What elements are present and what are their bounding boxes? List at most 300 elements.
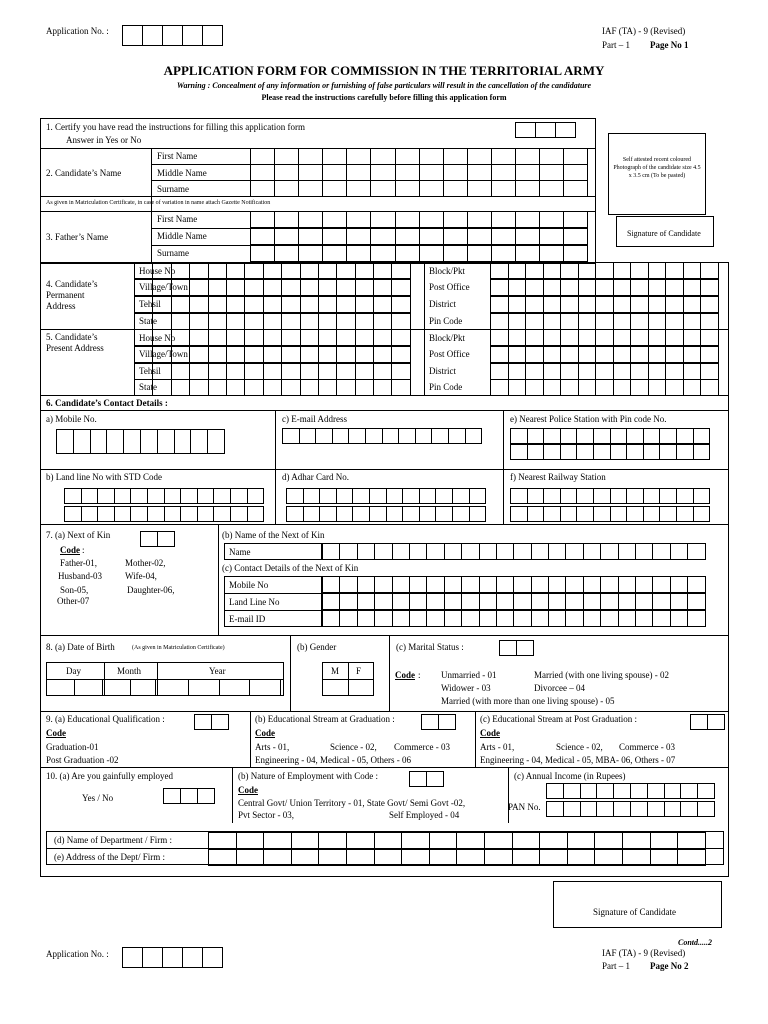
char-box[interactable]	[373, 329, 392, 346]
char-box[interactable]	[226, 346, 245, 363]
char-box[interactable]	[508, 313, 527, 330]
char-box[interactable]	[286, 506, 304, 522]
char-box[interactable]	[346, 180, 371, 197]
char-box[interactable]	[563, 164, 588, 181]
char-box[interactable]	[560, 296, 579, 313]
char-box[interactable]	[539, 164, 564, 181]
char-box[interactable]	[263, 313, 282, 330]
char-box[interactable]	[391, 329, 410, 346]
char-box[interactable]	[164, 488, 182, 504]
mobile-boxes[interactable]	[56, 429, 224, 454]
char-box[interactable]	[352, 506, 370, 522]
char-box[interactable]	[683, 346, 702, 363]
char-box[interactable]	[336, 379, 355, 396]
char-box[interactable]	[250, 180, 275, 197]
char-box[interactable]	[443, 211, 468, 228]
char-box[interactable]	[467, 228, 492, 245]
char-box[interactable]	[491, 245, 516, 262]
char-box[interactable]	[274, 245, 299, 262]
char-box[interactable]	[630, 329, 649, 346]
char-box[interactable]	[409, 543, 427, 560]
char-box[interactable]	[263, 346, 282, 363]
char-box[interactable]	[448, 428, 466, 444]
char-box[interactable]	[395, 148, 420, 165]
char-box[interactable]	[402, 488, 420, 504]
char-box[interactable]	[508, 363, 527, 380]
char-box[interactable]	[226, 379, 245, 396]
candidate-first-name-boxes[interactable]	[250, 148, 587, 165]
kin-email-boxes[interactable]	[322, 610, 705, 627]
char-box[interactable]	[490, 313, 509, 330]
char-box[interactable]	[197, 506, 215, 522]
char-box[interactable]	[700, 379, 719, 396]
char-box[interactable]	[543, 313, 562, 330]
char-box[interactable]	[648, 379, 667, 396]
char-box[interactable]	[318, 346, 337, 363]
char-box[interactable]	[527, 428, 545, 444]
char-box[interactable]	[630, 279, 649, 296]
char-box[interactable]	[415, 428, 433, 444]
address-left-boxes[interactable]	[134, 379, 410, 396]
char-box[interactable]	[687, 576, 705, 593]
char-box[interactable]	[300, 329, 319, 346]
father-middle-name-boxes[interactable]	[250, 228, 587, 245]
char-box[interactable]	[630, 363, 649, 380]
char-box[interactable]	[578, 296, 597, 313]
char-box[interactable]	[630, 346, 649, 363]
char-box[interactable]	[578, 379, 597, 396]
char-box[interactable]	[171, 279, 190, 296]
char-box[interactable]	[435, 506, 453, 522]
department-address-boxes[interactable]	[208, 849, 705, 866]
char-box[interactable]	[683, 279, 702, 296]
char-box[interactable]	[596, 783, 614, 799]
char-box[interactable]	[643, 488, 661, 504]
char-box[interactable]	[244, 296, 263, 313]
char-box[interactable]	[578, 346, 597, 363]
char-box[interactable]	[595, 363, 614, 380]
char-box[interactable]	[152, 363, 171, 380]
char-box[interactable]	[496, 610, 514, 627]
char-box[interactable]	[134, 262, 153, 279]
char-box[interactable]	[491, 148, 516, 165]
char-box[interactable]	[610, 428, 628, 444]
char-box[interactable]	[693, 488, 711, 504]
char-box[interactable]	[230, 506, 248, 522]
adhar-boxes-2[interactable]	[286, 506, 485, 522]
char-box[interactable]	[456, 832, 485, 849]
char-box[interactable]	[374, 849, 403, 866]
char-box[interactable]	[630, 379, 649, 396]
address-left-boxes[interactable]	[134, 363, 410, 380]
char-box[interactable]	[490, 262, 509, 279]
char-box[interactable]	[563, 801, 581, 817]
char-box[interactable]	[336, 506, 354, 522]
char-box[interactable]	[565, 543, 583, 560]
char-box[interactable]	[208, 313, 227, 330]
char-box[interactable]	[263, 262, 282, 279]
landline-boxes-1[interactable]	[64, 488, 263, 504]
char-box[interactable]	[134, 279, 153, 296]
char-box[interactable]	[670, 593, 688, 610]
char-box[interactable]	[580, 801, 598, 817]
police-boxes-1[interactable]	[510, 428, 709, 444]
char-box[interactable]	[525, 363, 544, 380]
char-box[interactable]	[300, 296, 319, 313]
char-box[interactable]	[683, 262, 702, 279]
char-box[interactable]	[527, 506, 545, 522]
char-box[interactable]	[244, 313, 263, 330]
char-box[interactable]	[593, 506, 611, 522]
char-box[interactable]	[622, 832, 651, 849]
char-box[interactable]	[693, 506, 711, 522]
address-left-boxes[interactable]	[134, 279, 410, 296]
char-box[interactable]	[580, 783, 598, 799]
char-box[interactable]	[197, 488, 215, 504]
char-box[interactable]	[263, 279, 282, 296]
char-box[interactable]	[319, 488, 337, 504]
address-left-boxes[interactable]	[134, 329, 410, 346]
char-box[interactable]	[171, 379, 190, 396]
char-box[interactable]	[318, 832, 347, 849]
char-box[interactable]	[391, 379, 410, 396]
char-box[interactable]	[490, 379, 509, 396]
char-box[interactable]	[391, 363, 410, 380]
char-box[interactable]	[274, 164, 299, 181]
char-box[interactable]	[697, 783, 715, 799]
char-box[interactable]	[374, 610, 392, 627]
char-box[interactable]	[510, 428, 528, 444]
char-box[interactable]	[576, 488, 594, 504]
char-box[interactable]	[419, 488, 437, 504]
char-box[interactable]	[336, 262, 355, 279]
char-box[interactable]	[560, 279, 579, 296]
char-box[interactable]	[207, 429, 225, 454]
char-box[interactable]	[391, 313, 410, 330]
char-box[interactable]	[560, 488, 578, 504]
char-box[interactable]	[140, 429, 158, 454]
char-box[interactable]	[539, 832, 568, 849]
candidate-middle-name-boxes[interactable]	[250, 164, 587, 181]
char-box[interactable]	[635, 610, 653, 627]
char-box[interactable]	[630, 262, 649, 279]
marital-code-boxes[interactable]	[499, 640, 533, 656]
char-box[interactable]	[543, 506, 561, 522]
char-box[interactable]	[263, 296, 282, 313]
char-box[interactable]	[491, 211, 516, 228]
char-box[interactable]	[249, 679, 281, 696]
char-box[interactable]	[370, 211, 395, 228]
char-box[interactable]	[104, 679, 131, 696]
char-box[interactable]	[652, 593, 670, 610]
char-box[interactable]	[355, 329, 374, 346]
address-left-boxes[interactable]	[134, 346, 410, 363]
next-of-kin-code-boxes[interactable]	[140, 531, 174, 547]
char-box[interactable]	[578, 279, 597, 296]
char-box[interactable]	[123, 429, 141, 454]
char-box[interactable]	[373, 379, 392, 396]
char-box[interactable]	[700, 279, 719, 296]
char-box[interactable]	[300, 363, 319, 380]
char-box[interactable]	[670, 610, 688, 627]
application-no-boxes[interactable]	[122, 25, 222, 46]
char-box[interactable]	[510, 506, 528, 522]
char-box[interactable]	[374, 832, 403, 849]
char-box[interactable]	[539, 211, 564, 228]
char-box[interactable]	[419, 148, 444, 165]
char-box[interactable]	[648, 346, 667, 363]
char-box[interactable]	[527, 488, 545, 504]
char-box[interactable]	[665, 262, 684, 279]
char-box[interactable]	[648, 296, 667, 313]
char-box[interactable]	[73, 429, 91, 454]
char-box[interactable]	[208, 279, 227, 296]
char-box[interactable]	[677, 849, 706, 866]
char-box[interactable]	[543, 444, 561, 460]
char-box[interactable]	[687, 593, 705, 610]
char-box[interactable]	[336, 296, 355, 313]
char-box[interactable]	[97, 488, 115, 504]
char-box[interactable]	[244, 363, 263, 380]
railway-boxes-1[interactable]	[510, 488, 709, 504]
char-box[interactable]	[593, 488, 611, 504]
char-box[interactable]	[369, 488, 387, 504]
char-box[interactable]	[565, 593, 583, 610]
pg-stream-code-boxes[interactable]	[690, 714, 724, 730]
photo-box[interactable]	[608, 133, 706, 215]
char-box[interactable]	[46, 679, 75, 696]
char-box[interactable]	[531, 610, 549, 627]
char-box[interactable]	[490, 363, 509, 380]
char-box[interactable]	[469, 488, 487, 504]
char-box[interactable]	[281, 313, 300, 330]
char-box[interactable]	[147, 488, 165, 504]
char-box[interactable]	[164, 506, 182, 522]
char-box[interactable]	[370, 180, 395, 197]
char-box[interactable]	[374, 576, 392, 593]
char-box[interactable]	[539, 849, 568, 866]
char-box[interactable]	[322, 228, 347, 245]
char-box[interactable]	[322, 148, 347, 165]
char-box[interactable]	[171, 363, 190, 380]
char-box[interactable]	[650, 832, 679, 849]
char-box[interactable]	[190, 429, 208, 454]
char-box[interactable]	[274, 228, 299, 245]
char-box[interactable]	[300, 313, 319, 330]
char-box[interactable]	[236, 832, 265, 849]
char-box[interactable]	[300, 346, 319, 363]
char-box[interactable]	[665, 346, 684, 363]
char-box[interactable]	[643, 428, 661, 444]
char-box[interactable]	[613, 783, 631, 799]
char-box[interactable]	[355, 379, 374, 396]
char-box[interactable]	[630, 296, 649, 313]
char-box[interactable]	[513, 610, 531, 627]
char-box[interactable]	[659, 488, 677, 504]
char-box[interactable]	[548, 610, 566, 627]
char-box[interactable]	[336, 279, 355, 296]
char-box[interactable]	[665, 313, 684, 330]
char-box[interactable]	[613, 296, 632, 313]
char-box[interactable]	[610, 506, 628, 522]
char-box[interactable]	[576, 444, 594, 460]
char-box[interactable]	[355, 262, 374, 279]
char-box[interactable]	[208, 296, 227, 313]
char-box[interactable]	[114, 488, 132, 504]
char-box[interactable]	[548, 593, 566, 610]
char-box[interactable]	[693, 444, 711, 460]
char-box[interactable]	[595, 279, 614, 296]
landline-boxes-2[interactable]	[64, 506, 263, 522]
char-box[interactable]	[318, 279, 337, 296]
char-box[interactable]	[543, 428, 561, 444]
char-box[interactable]	[515, 180, 540, 197]
char-box[interactable]	[643, 506, 661, 522]
char-box[interactable]	[339, 576, 357, 593]
char-box[interactable]	[274, 180, 299, 197]
char-box[interactable]	[652, 543, 670, 560]
char-box[interactable]	[700, 346, 719, 363]
char-box[interactable]	[373, 313, 392, 330]
address-right-boxes[interactable]	[490, 313, 718, 330]
char-box[interactable]	[322, 593, 340, 610]
char-box[interactable]	[365, 428, 383, 444]
dob-year-boxes[interactable]	[157, 679, 280, 696]
char-box[interactable]	[395, 245, 420, 262]
char-box[interactable]	[386, 506, 404, 522]
char-box[interactable]	[560, 329, 579, 346]
char-box[interactable]	[525, 346, 544, 363]
char-box[interactable]	[578, 329, 597, 346]
char-box[interactable]	[525, 379, 544, 396]
char-box[interactable]	[300, 262, 319, 279]
char-box[interactable]	[357, 593, 375, 610]
qualification-code-boxes[interactable]	[194, 714, 228, 730]
char-box[interactable]	[600, 593, 618, 610]
char-box[interactable]	[567, 849, 596, 866]
char-box[interactable]	[318, 363, 337, 380]
dob-month-boxes[interactable]	[104, 679, 155, 696]
char-box[interactable]	[208, 329, 227, 346]
char-box[interactable]	[318, 296, 337, 313]
char-box[interactable]	[665, 329, 684, 346]
char-box[interactable]	[114, 506, 132, 522]
char-box[interactable]	[188, 679, 220, 696]
char-box[interactable]	[595, 379, 614, 396]
char-box[interactable]	[490, 279, 509, 296]
char-box[interactable]	[208, 346, 227, 363]
char-box[interactable]	[508, 279, 527, 296]
char-box[interactable]	[527, 444, 545, 460]
char-box[interactable]	[373, 363, 392, 380]
char-box[interactable]	[171, 296, 190, 313]
char-box[interactable]	[593, 444, 611, 460]
char-box[interactable]	[81, 488, 99, 504]
dob-day-boxes[interactable]	[46, 679, 102, 696]
char-box[interactable]	[622, 849, 651, 866]
char-box[interactable]	[134, 329, 153, 346]
char-box[interactable]	[336, 363, 355, 380]
char-box[interactable]	[600, 576, 618, 593]
char-box[interactable]	[484, 832, 513, 849]
char-box[interactable]	[391, 262, 410, 279]
char-box[interactable]	[560, 363, 579, 380]
char-box[interactable]	[299, 428, 317, 444]
address-right-boxes[interactable]	[490, 296, 718, 313]
char-box[interactable]	[543, 488, 561, 504]
char-box[interactable]	[357, 543, 375, 560]
char-box[interactable]	[508, 296, 527, 313]
char-box[interactable]	[444, 576, 462, 593]
char-box[interactable]	[467, 148, 492, 165]
char-box[interactable]	[683, 329, 702, 346]
char-box[interactable]	[373, 279, 392, 296]
char-box[interactable]	[560, 313, 579, 330]
char-box[interactable]	[635, 576, 653, 593]
char-box[interactable]	[490, 346, 509, 363]
char-box[interactable]	[683, 379, 702, 396]
char-box[interactable]	[409, 610, 427, 627]
char-box[interactable]	[560, 428, 578, 444]
char-box[interactable]	[680, 783, 698, 799]
char-box[interactable]	[513, 593, 531, 610]
char-box[interactable]	[543, 279, 562, 296]
char-box[interactable]	[435, 488, 453, 504]
char-box[interactable]	[697, 801, 715, 817]
char-box[interactable]	[479, 593, 497, 610]
char-box[interactable]	[171, 346, 190, 363]
char-box[interactable]	[687, 543, 705, 560]
char-box[interactable]	[700, 363, 719, 380]
char-box[interactable]	[613, 363, 632, 380]
char-box[interactable]	[595, 329, 614, 346]
char-box[interactable]	[626, 444, 644, 460]
address-left-boxes[interactable]	[134, 296, 410, 313]
char-box[interactable]	[548, 543, 566, 560]
char-box[interactable]	[134, 363, 153, 380]
address-right-boxes[interactable]	[490, 379, 718, 396]
char-box[interactable]	[392, 543, 410, 560]
char-box[interactable]	[298, 180, 323, 197]
char-box[interactable]	[298, 228, 323, 245]
q1-answer-boxes[interactable]	[515, 122, 575, 138]
char-box[interactable]	[263, 363, 282, 380]
char-box[interactable]	[298, 164, 323, 181]
char-box[interactable]	[395, 228, 420, 245]
char-box[interactable]	[613, 801, 631, 817]
char-box[interactable]	[647, 801, 665, 817]
char-box[interactable]	[444, 610, 462, 627]
char-box[interactable]	[226, 329, 245, 346]
char-box[interactable]	[419, 228, 444, 245]
char-box[interactable]	[298, 211, 323, 228]
char-box[interactable]	[664, 801, 682, 817]
char-box[interactable]	[402, 506, 420, 522]
char-box[interactable]	[419, 211, 444, 228]
char-box[interactable]	[189, 296, 208, 313]
char-box[interactable]	[643, 444, 661, 460]
char-box[interactable]	[157, 429, 175, 454]
char-box[interactable]	[479, 576, 497, 593]
char-box[interactable]	[652, 576, 670, 593]
char-box[interactable]	[247, 506, 265, 522]
char-box[interactable]	[171, 262, 190, 279]
char-box[interactable]	[626, 428, 644, 444]
char-box[interactable]	[355, 313, 374, 330]
char-box[interactable]	[512, 849, 541, 866]
char-box[interactable]	[401, 832, 430, 849]
signature-box-bottom[interactable]	[553, 881, 722, 928]
